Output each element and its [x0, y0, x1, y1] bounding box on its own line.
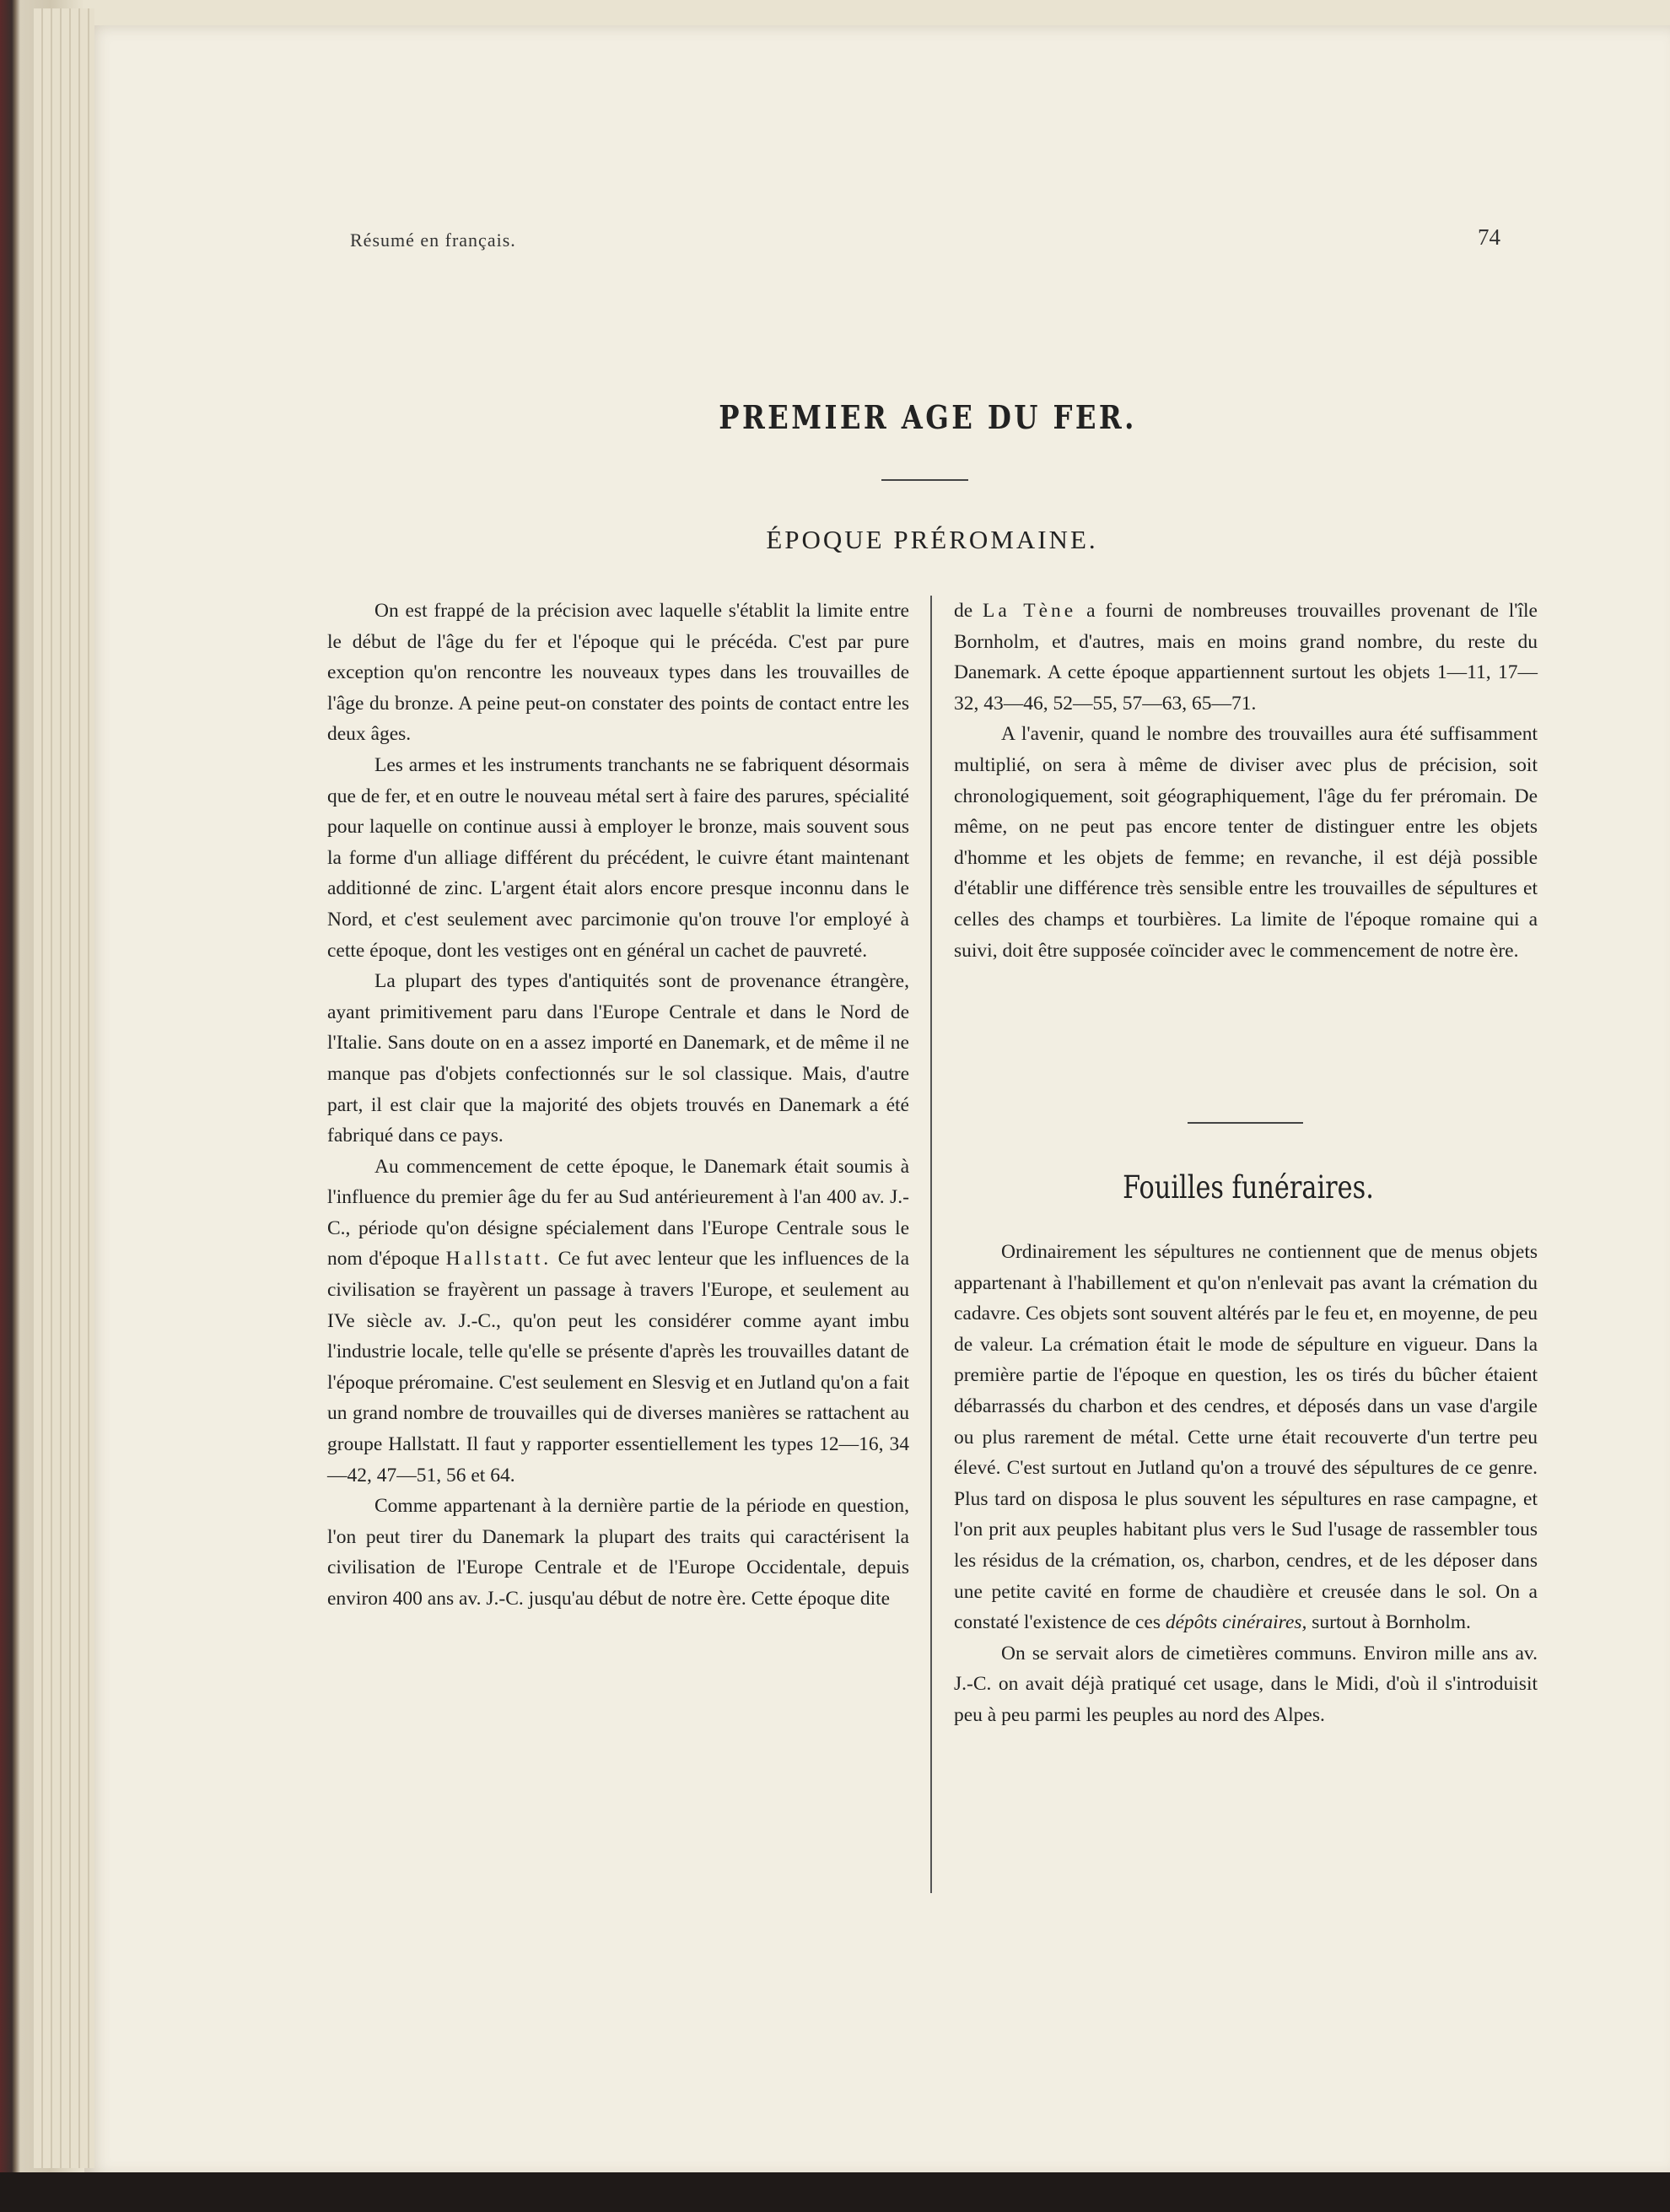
section-rule — [1188, 1122, 1303, 1124]
text-run: de — [954, 600, 983, 622]
page-number: 74 — [1478, 224, 1500, 250]
paragraph: Les armes et les instruments tranchants ne se fabriquent désormais que de fer, et en outre le nouveau métal sert à faire des parures, spécialité pour laquelle on continue aussi à employer le bronze, mais souvent sous la forme d'un alliage différent du précédent, le cuivre étant maintenant additionné de zinc. L'argent était alors encore presque inconnu dans le Nord, et c'est seulement avec parcimonie qu'on trouve l'or employé à cette époque, dont les vestiges ont en général un cachet de pauvreté. — [327, 753, 909, 962]
title-rule — [881, 479, 968, 481]
text-run: surtout à Bornholm. — [1306, 1611, 1471, 1634]
text-run: Au commencement de cette époque, le Danemark était soumis à l'influence du premier âge du fer au Sud antérieurement à l'an 400 av. J.-C., période qu'on désigne spécialement dans l'Europe Centrale sous le nom d'époque — [327, 1155, 909, 1271]
sub-title: ÉPOQUE PRÉROMAINE. — [766, 525, 1098, 554]
text-run: Ordinairement les sépultures ne contiennent que de menus objets appartenant à l'habillement et qu'on n'enlevait pas avant la crémation du cadavre. Ces objets sont souvent altérés par le feu et, en moyenne, de peu de valeur. La crémation était le mode de sépulture en vigueur. Dans la première partie de l'époque en question, les os tirés du bûcher étaient débarrassés du charbon et des cendres, et déposés dans un vase d'argile ou plus rarement de métal. Cette urne était recouverte d'un tertre peu élevé. C'est surtout en Jutland qu'on a trouvé des sépultures de ce genre. Plus tard on disposa le plus souvent les sépultures en rase campagne, et l'on prit aux peuples habitant plus vers le Sud l'usage de rassembler tous les résidus de la crémation, os, charbon, cendres, et de les déposer dans une petite cavité en forme de chaudière et creusée dans le sol. On a constaté l'existence de ces — [954, 1241, 1538, 1634]
running-head: Résumé en français. — [350, 229, 516, 251]
paragraph: On se servait alors de cimetières communs. Environ mille ans av. J.-C. on avait déjà pratiqué cet usage, dans le Midi, d'où il s'introduisit peu à peu parmi les peuples au nord des Alpes. — [954, 1642, 1538, 1726]
text-run: Ce fut avec lenteur que les influences de la civilisation se frayèrent un passage à travers l'Europe, et seulement au IVe siècle av. J.-C., qu'on peut les considérer comme ayant imbu l'industrie locale, telle qu'elle se présente d'après les trouvailles datant de l'époque préromaine. C'est seulement en Slesvig et en Jutland qu'on a fait un grand nombre de trouvailles qui de diverses manières se rattachent au groupe Hallstatt. Il faut y rapporter essentiellement les types 12—16, 34—42, 47—51, 56 et 64. — [327, 1248, 909, 1486]
paragraph: A l'avenir, quand le nombre des trouvailles aura été suffisamment multiplié, on sera à même de diviser avec plus de précision, soit chronologiquement, soit géographiquement, l'âge du fer préromain. De même, on ne peut pas encore tenter de distinguer entre les objets d'homme et les objets de femme; en revanche, il est déjà possible d'établir une différence très sensible entre les trouvailles de sépultures et celles des champs et tourbières. La limite de l'époque romaine qui a suivi, doit être supposée coïncider avec le commencement de notre ère. — [954, 723, 1538, 962]
section-heading: Fouilles funéraires. — [1123, 1169, 1374, 1206]
text-run: a fourni de nombreuses trouvailles provenant de l'île Bornholm, et d'autres, mais en moins grand nombre, du reste du Danemark. A cette époque appartiennent surtout les objets 1—11, 17—32, 43—46, 52—55, 57—63, 65—71. — [954, 600, 1538, 715]
paragraph: Comme appartenant à la dernière partie de la période en question, l'on peut tirer du Danemark la plupart des traits qui caractérisent la civilisation de l'Europe Centrale et de l'Europe Occidentale, depuis environ 400 ans av. J.-C. jusqu'au début de notre ère. Cette époque dite — [327, 1495, 909, 1610]
stacked-page-edges — [34, 8, 94, 2168]
left-column — [327, 596, 909, 1615]
paragraph — [954, 1237, 1538, 1638]
paragraph — [954, 596, 1538, 719]
hallstatt-term: Hallstatt. — [445, 1248, 552, 1271]
la-tene-term: La Tène — [983, 600, 1077, 622]
column-divider — [930, 596, 932, 1893]
main-title: PREMIER AGE DU FER. — [719, 398, 1137, 436]
right-column-lower — [954, 1237, 1538, 1731]
paragraph: On est frappé de la précision avec laquelle s'établit la limite entre le début de l'âge du fer et l'époque qui le précéda. C'est par pure exception qu'on rencontre les nouveaux types dans les trouvailles de l'âge du bronze. A peine peut-on constater des points de contact entre les deux âges. — [327, 600, 909, 746]
paragraph: La plupart des types d'antiquités sont de provenance étrangère, ayant primitivement paru dans l'Europe Centrale et dans le Nord de l'Italie. Sans doute on en a assez importé en Danemark, et de même il ne manque pas d'objets confectionnés sur le sol classique. Mais, d'autre part, il est clair que la majorité des objets trouvés en Danemark a été fabriqué dans ce pays. — [327, 970, 909, 1147]
paragraph — [327, 1152, 909, 1492]
right-column-upper — [954, 596, 1538, 966]
scan-bottom-strip — [0, 2172, 1670, 2212]
emphasis-term: dépôts cinéraires, — [1165, 1611, 1307, 1634]
